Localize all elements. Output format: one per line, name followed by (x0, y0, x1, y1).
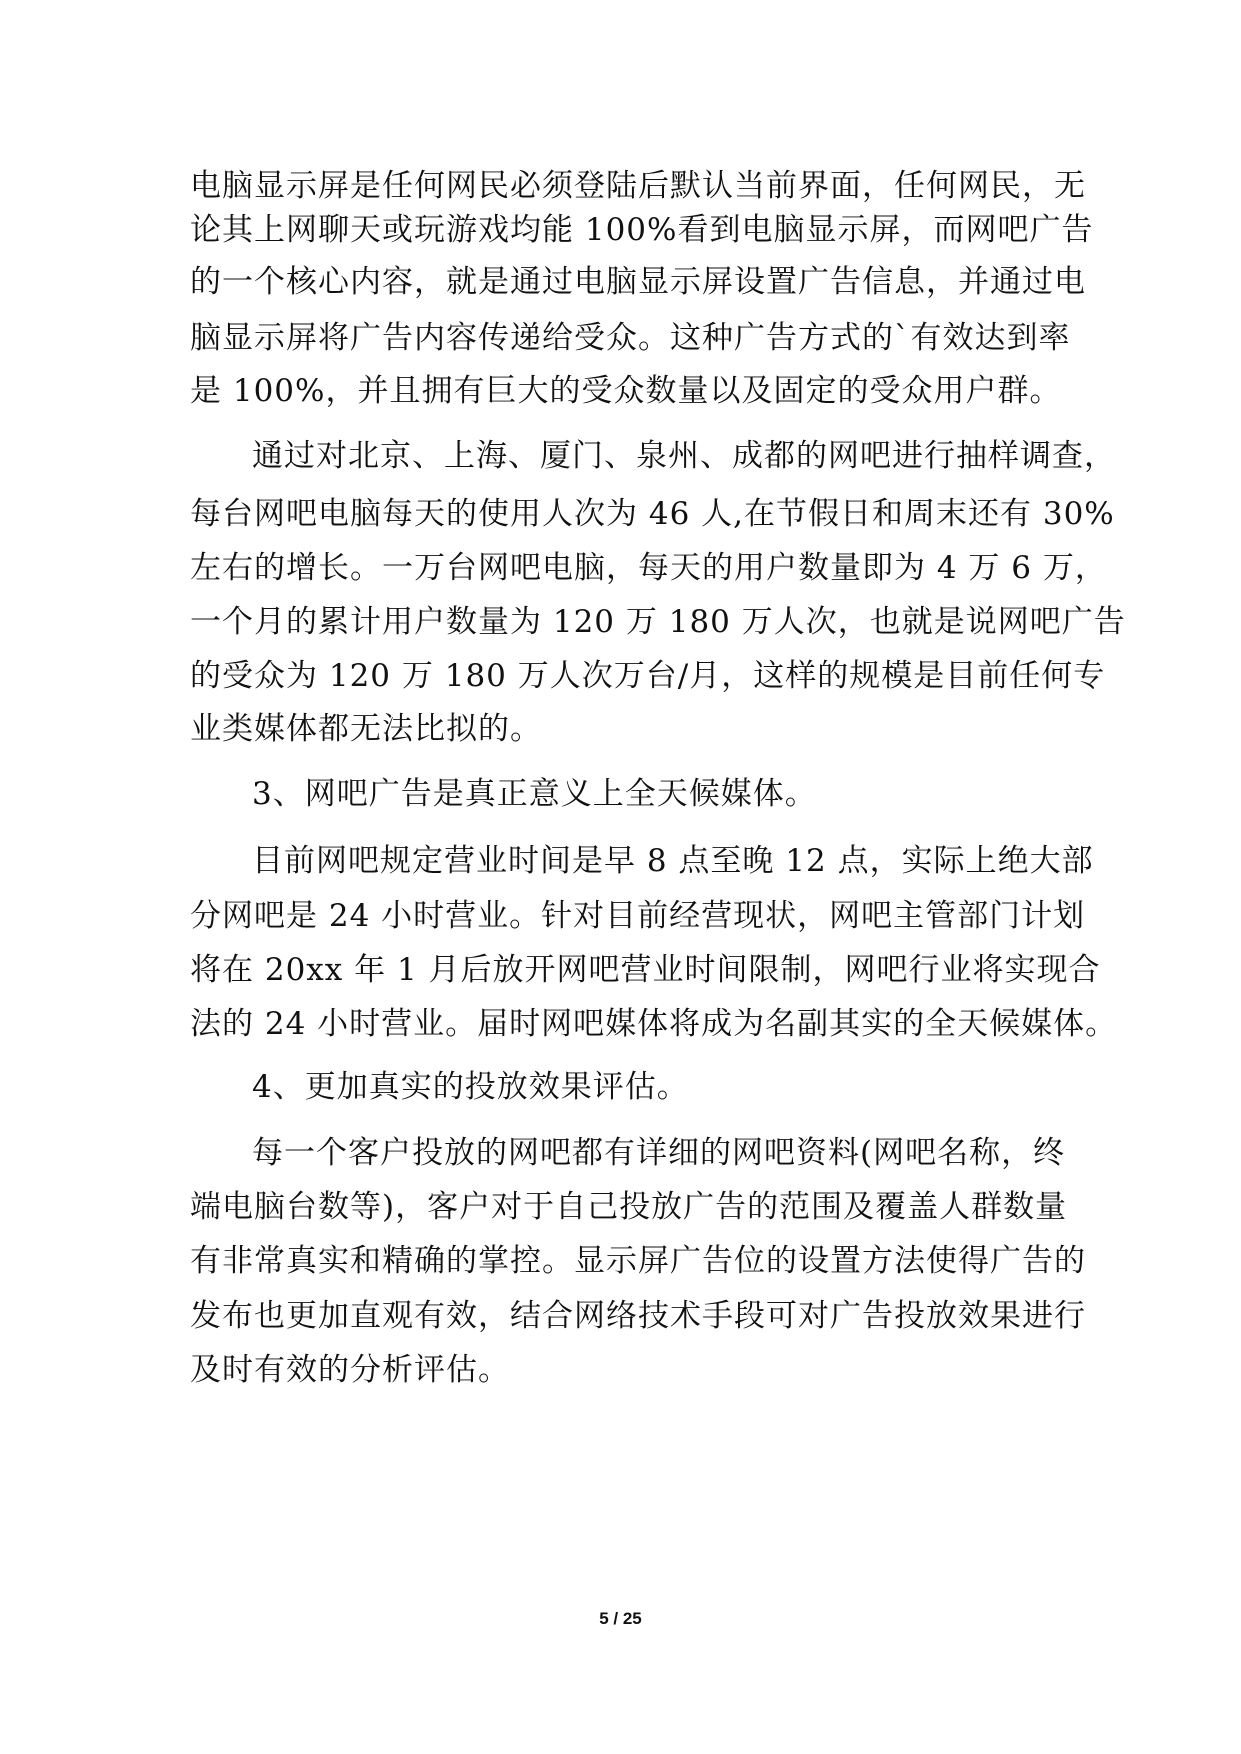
body-text-line: 业类媒体都无法比拟的。 (190, 711, 542, 747)
body-text-line: 法的 24 小时营业。届时网吧媒体将成为名副其实的全天候媒体。 (190, 1006, 1118, 1042)
body-text-line: 论其上网聊天或玩游戏均能 100%看到电脑显示屏，而网吧广告 (190, 212, 1094, 248)
body-text-line: 是 100%，并且拥有巨大的受众数量以及固定的受众用户群。 (190, 373, 1062, 409)
body-text-line: 脑显示屏将广告内容传递给受众。这种广告方式的`有效达到率 (190, 320, 1071, 356)
body-text-line: 发布也更加直观有效，结合网络技术手段可对广告投放效果进行 (190, 1298, 1086, 1334)
body-text-line: 分网吧是 24 小时营业。针对目前经营现状，网吧主管部门计划 (190, 898, 1086, 934)
paragraph-first-line: 每一个客户投放的网吧都有详细的网吧资料(网吧名称，终 (252, 1135, 1066, 1171)
body-text-line: 每台网吧电脑每天的使用人次为 46 人,在节假日和周末还有 30% (190, 496, 1115, 532)
paragraph-first-line: 目前网吧规定营业时间是早 8 点至晚 12 点，实际上绝大部 (252, 843, 1094, 879)
page-number: 5 / 25 (599, 1609, 642, 1628)
body-text-line: 端电脑台数等)，客户对于自己投放广告的范围及覆盖人群数量 (190, 1189, 1068, 1225)
paragraph-first-line: 通过对北京、上海、厦门、泉州、成都的网吧进行抽样调查， (252, 438, 1116, 474)
section-heading: 4、更加真实的投放效果评估。 (252, 1069, 689, 1105)
body-text-line: 及时有效的分析评估。 (190, 1352, 510, 1388)
body-text-line: 的一个核心内容，就是通过电脑显示屏设置广告信息，并通过电 (190, 264, 1086, 300)
body-text-line: 将在 20xx 年 1 月后放开网吧营业时间限制，网吧行业将实现合 (190, 952, 1101, 988)
body-text-line: 有非常真实和精确的掌控。显示屏广告位的设置方法使得广告的 (190, 1243, 1086, 1279)
body-text-line: 左右的增长。一万台网吧电脑，每天的用户数量即为 4 万 6 万， (190, 550, 1107, 586)
body-text-line: 电脑显示屏是任何网民必须登陆后默认当前界面，任何网民，无 (190, 168, 1086, 204)
section-heading: 3、网吧广告是真正意义上全天候媒体。 (252, 776, 817, 812)
body-text-line: 一个月的累计用户数量为 120 万 180 万人次，也就是说网吧广告 (190, 604, 1126, 640)
body-text-line: 的受众为 120 万 180 万人次万台/月，这样的规模是目前任何专 (190, 658, 1106, 694)
